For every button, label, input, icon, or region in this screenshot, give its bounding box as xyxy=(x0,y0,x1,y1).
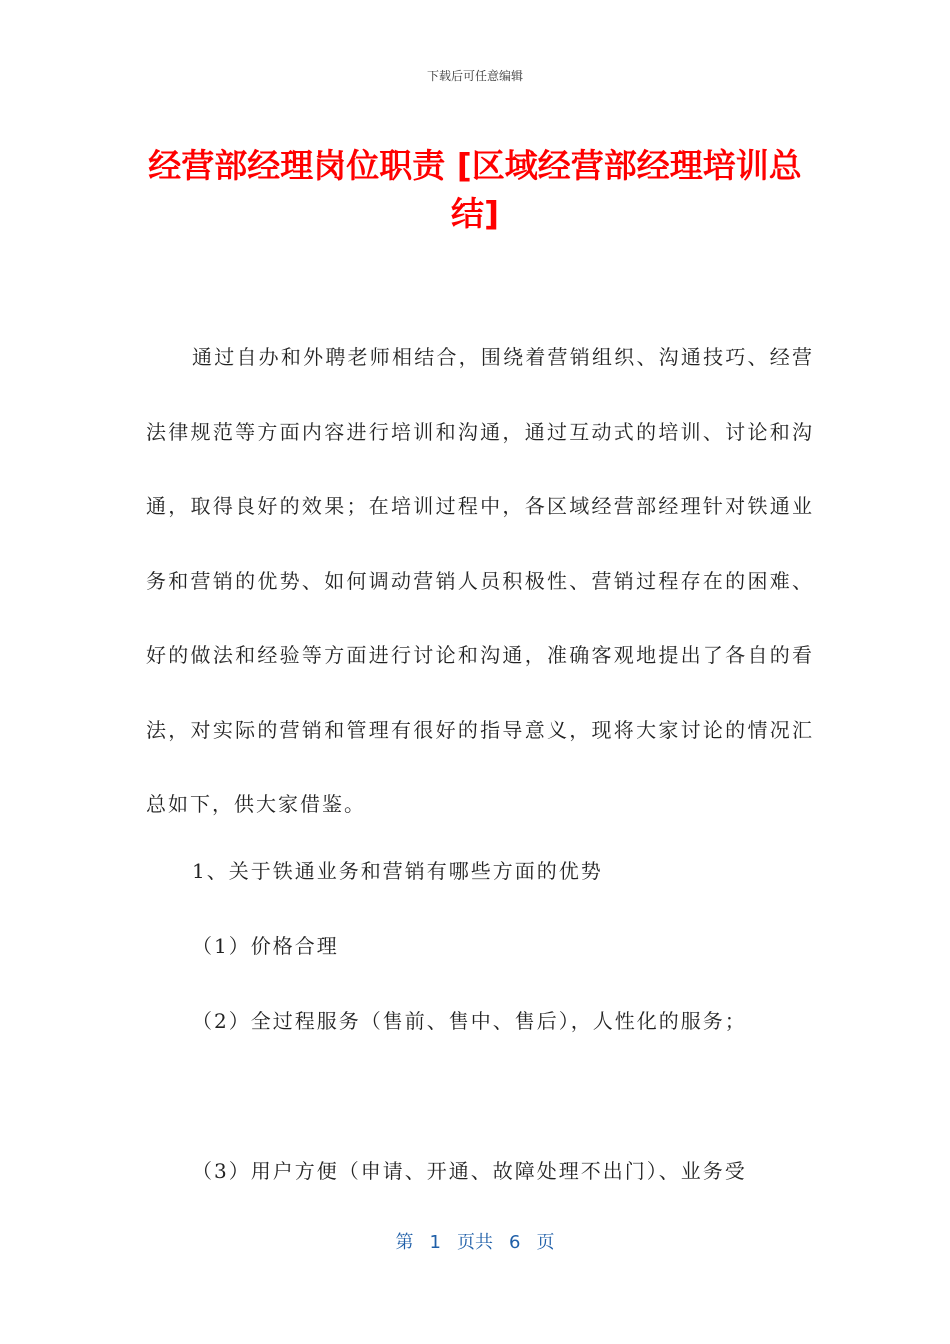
footer-mid: 页共 xyxy=(457,1232,493,1253)
list-item-2: （2）全过程服务（售前、售中、售后），人性化的服务； xyxy=(192,1009,747,1033)
footer-total-pages: 6 xyxy=(509,1232,521,1253)
section-1-heading: 1、关于铁通业务和营销有哪些方面的优势 xyxy=(192,859,603,883)
page-footer xyxy=(0,1228,950,1254)
body-text xyxy=(146,320,814,842)
footer-suffix: 页 xyxy=(536,1232,555,1253)
list-item-3: （3）用户方便（申请、开通、故障处理不出门）、业务受 xyxy=(192,1159,747,1183)
document-title: 经营部经理岗位职责 [区域经营部经理培训总结] xyxy=(148,146,802,233)
footer-prefix: 第 xyxy=(395,1232,414,1253)
paragraph-1: 通过自办和外聘老师相结合，围绕着营销组织、沟通技巧、经营法律规范等方面内容进行培训和沟通，通过互动式的培训、讨论和沟通，取得良好的效果；在培训过程中，各区域经营部经理针对铁通业务和营销的优势、如何调动营销人员积极性、营销过程存在的困难、好的做法和经验等方面进行讨论和沟通，准确客观地提出了各自的看法，对实际的营销和管理有很好的指导意义，现将大家讨论的情况汇总如下，供大家借鉴。 xyxy=(146,345,814,816)
list-item-1: （1）价格合理 xyxy=(192,934,339,958)
header-note: 下载后可任意编辑 xyxy=(426,69,523,83)
footer-current-page: 1 xyxy=(429,1232,441,1253)
